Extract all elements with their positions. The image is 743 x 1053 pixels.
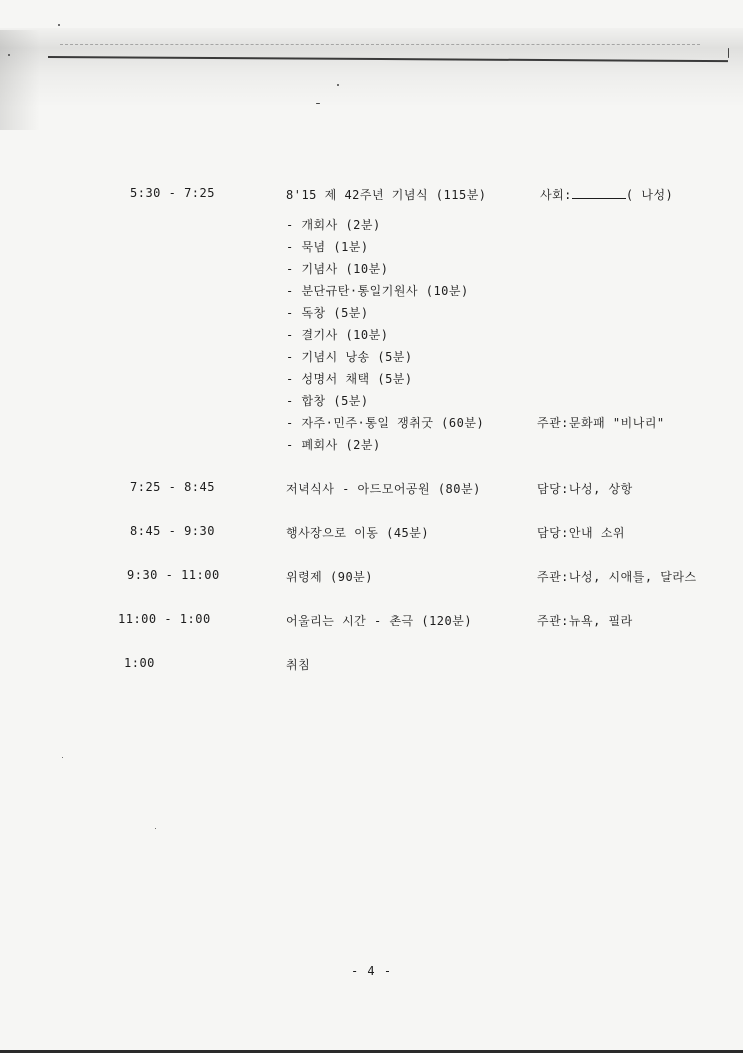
schedule-event: 행사장으로 이동 (45분) [286,526,430,540]
schedule-time: 8:45 - 9:30 [130,524,215,538]
scan-speck [8,54,10,56]
scan-speck [58,24,60,26]
program-item: - 결기사 (10분) [286,328,389,342]
note-suffix: ( 나성) [625,188,674,202]
page-number: - 4 - [350,964,393,978]
header-dashed-rule [60,44,700,45]
program-item: - 합창 (5분) [286,394,369,408]
program-item: - 자주·민주·통일 쟁취굿 (60분) [286,416,485,430]
schedule-event: 취침 [286,658,311,672]
schedule-note [540,186,673,203]
schedule-time: 5:30 - 7:25 [130,186,215,200]
scan-speck [155,828,156,829]
schedule-time: 11:00 - 1:00 [118,612,211,626]
schedule-note: 담당:안내 소위 [537,526,626,540]
program-item: - 개회사 (2분) [286,218,381,232]
scan-edge-shadow [0,30,40,130]
scan-speck [728,48,729,58]
schedule-note: 담당:나성, 상항 [537,482,633,496]
schedule-event: 어울리는 시간 - 촌극 (120분) [286,614,473,628]
schedule-time: 1:00 [124,656,155,670]
fill-in-blank [572,187,626,199]
schedule-time: 9:30 - 11:00 [127,568,220,582]
schedule-note: 주관:나성, 시애틀, 달라스 [537,570,697,584]
program-item: - 묵념 (1분) [286,240,369,254]
note-prefix: 사회: [540,188,572,202]
schedule-event: 8'15 제 42주년 기념식 (115분) [286,188,487,202]
scan-speck [337,84,339,86]
schedule-event: 위령제 (90분) [286,570,373,584]
schedule-event: 저녁식사 - 아드모어공원 (80분) [286,482,481,496]
program-item: - 독창 (5분) [286,306,369,320]
scan-speck [62,757,63,758]
scan-speck [316,103,320,104]
program-item: - 폐회사 (2분) [286,438,381,452]
program-item: - 분단규탄·통일기원사 (10분) [286,284,469,298]
schedule-time: 7:25 - 8:45 [130,480,215,494]
program-item-note: 주관:문화패 "비나리" [537,416,665,430]
program-item: - 기념시 낭송 (5분) [286,350,413,364]
program-item: - 성명서 채택 (5분) [286,372,413,386]
program-item: - 기념사 (10분) [286,262,389,276]
scan-shadow [0,28,743,108]
schedule-note: 주관:뉴욕, 필라 [537,614,633,628]
